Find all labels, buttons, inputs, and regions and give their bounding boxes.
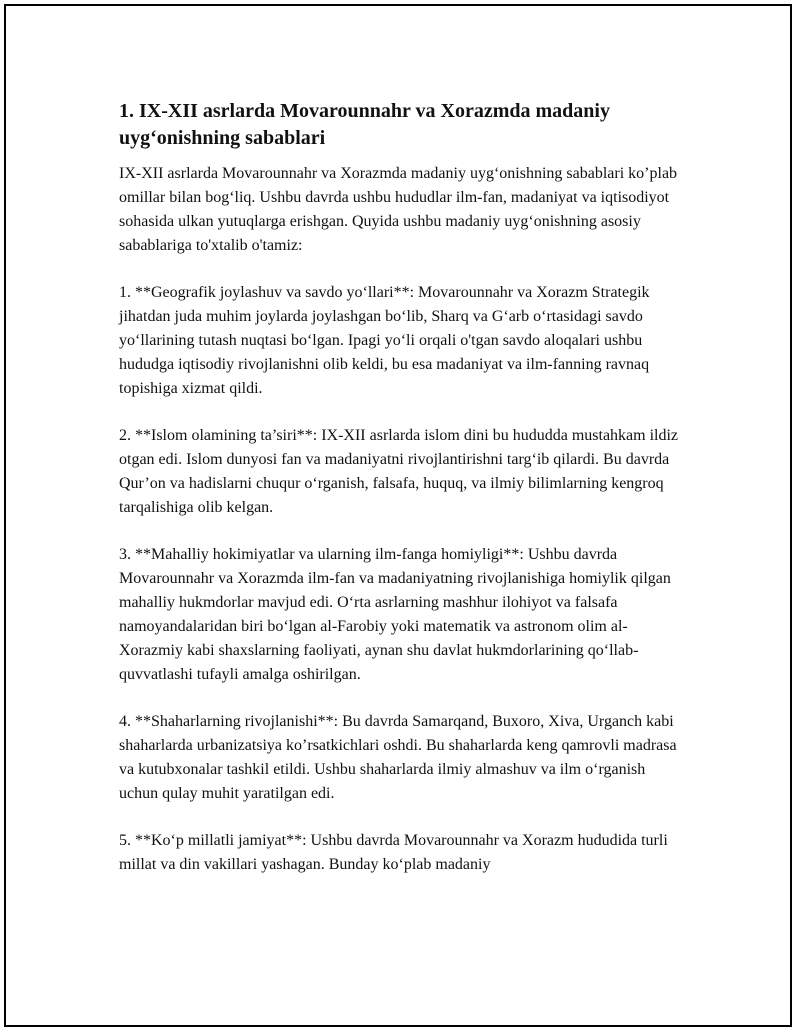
intro-paragraph: IX-XII asrlarda Movarounnahr va Xorazmda madaniy uyg‘onishning sabablari ko’plab omillar bilan bog‘liq. Ushbu davrda ushbu hududlar ilm-fan, madaniyat va iqtisodiyot sohasida ulkan yutuqlarga erishgan. Quyida ushbu madaniy uyg‘onishning asosiy sabablariga to'xtalib o'tamiz: bbox=[119, 165, 678, 254]
document-body bbox=[119, 98, 679, 900]
document-heading: 1. IX-XII asrlarda Movarounnahr va Xorazmda madaniy uyg‘onishning sabablari bbox=[119, 100, 610, 149]
document-page bbox=[4, 4, 792, 1027]
point-paragraph-4: 4. **Shaharlarning rivojlanishi**: Bu davrda Samarqand, Buxoro, Xiva, Urganch kabi shaharlarda urbanizatsiya ko’rsatkichlari oshdi. Bu shaharlarda keng qamrovli madrasa va kutubxonalar tashkil etildi. Ushbu shaharlarda ilmiy almashuv va ilm o‘rganish uchun qulay muhit yaratilgan edi. bbox=[119, 713, 677, 802]
point-paragraph-1: 1. **Geografik joylashuv va savdo yo‘llari**: Movarounnahr va Xorazm Strategik jihatdan juda muhim joylarda joylashgan bo‘lib, Sharq va G‘arb o‘rtasidagi savdo yo‘llarining tutash nuqtasi bo‘lgan. Ipagi yo‘li orqali o'tgan savdo aloqalari ushbu hududga iqtisodiy rivojlanishni olib keldi, bu esa madaniyat va ilm-fanning ravnaq topishiga xizmat qildi. bbox=[119, 284, 650, 397]
point-paragraph-3: 3. **Mahalliy hokimiyatlar va ularning ilm-fanga homiyligi**: Ushbu davrda Movarounnahr va Xorazmda ilm-fan va madaniyatning rivojlanishiga homiylik qilgan mahalliy hukmdorlar mavjud edi. O‘rta asrlarning mashhur ilohiyot va falsafa namoyandalaridan biri bo‘lgan al-Farobiy yoki matematik va astronom olim al-Xorazmiy kabi shaxslarning faoliyati, aynan shu davlat hukmdorlarining qo‘llab-quvvatlashi tufayli amalga oshirilgan. bbox=[119, 546, 671, 683]
point-paragraph-5: 5. **Ko‘p millatli jamiyat**: Ushbu davrda Movarounnahr va Xorazm hududida turli millat va din vakillari yashagan. Bunday ko‘plab madaniy bbox=[119, 832, 668, 873]
point-paragraph-2: 2. **Islom olamining ta’siri**: IX-XII asrlarda islom dini bu hududda mustahkam ildiz otgan edi. Islom dunyosi fan va madaniyatni rivojlantirishni targ‘ib qilardi. Bu davrda Qur’on va hadislarni chuqur o‘rganish, falsafa, huquq, va ilmiy bilimlarning kengroq tarqalishiga olib kelgan. bbox=[119, 427, 679, 516]
